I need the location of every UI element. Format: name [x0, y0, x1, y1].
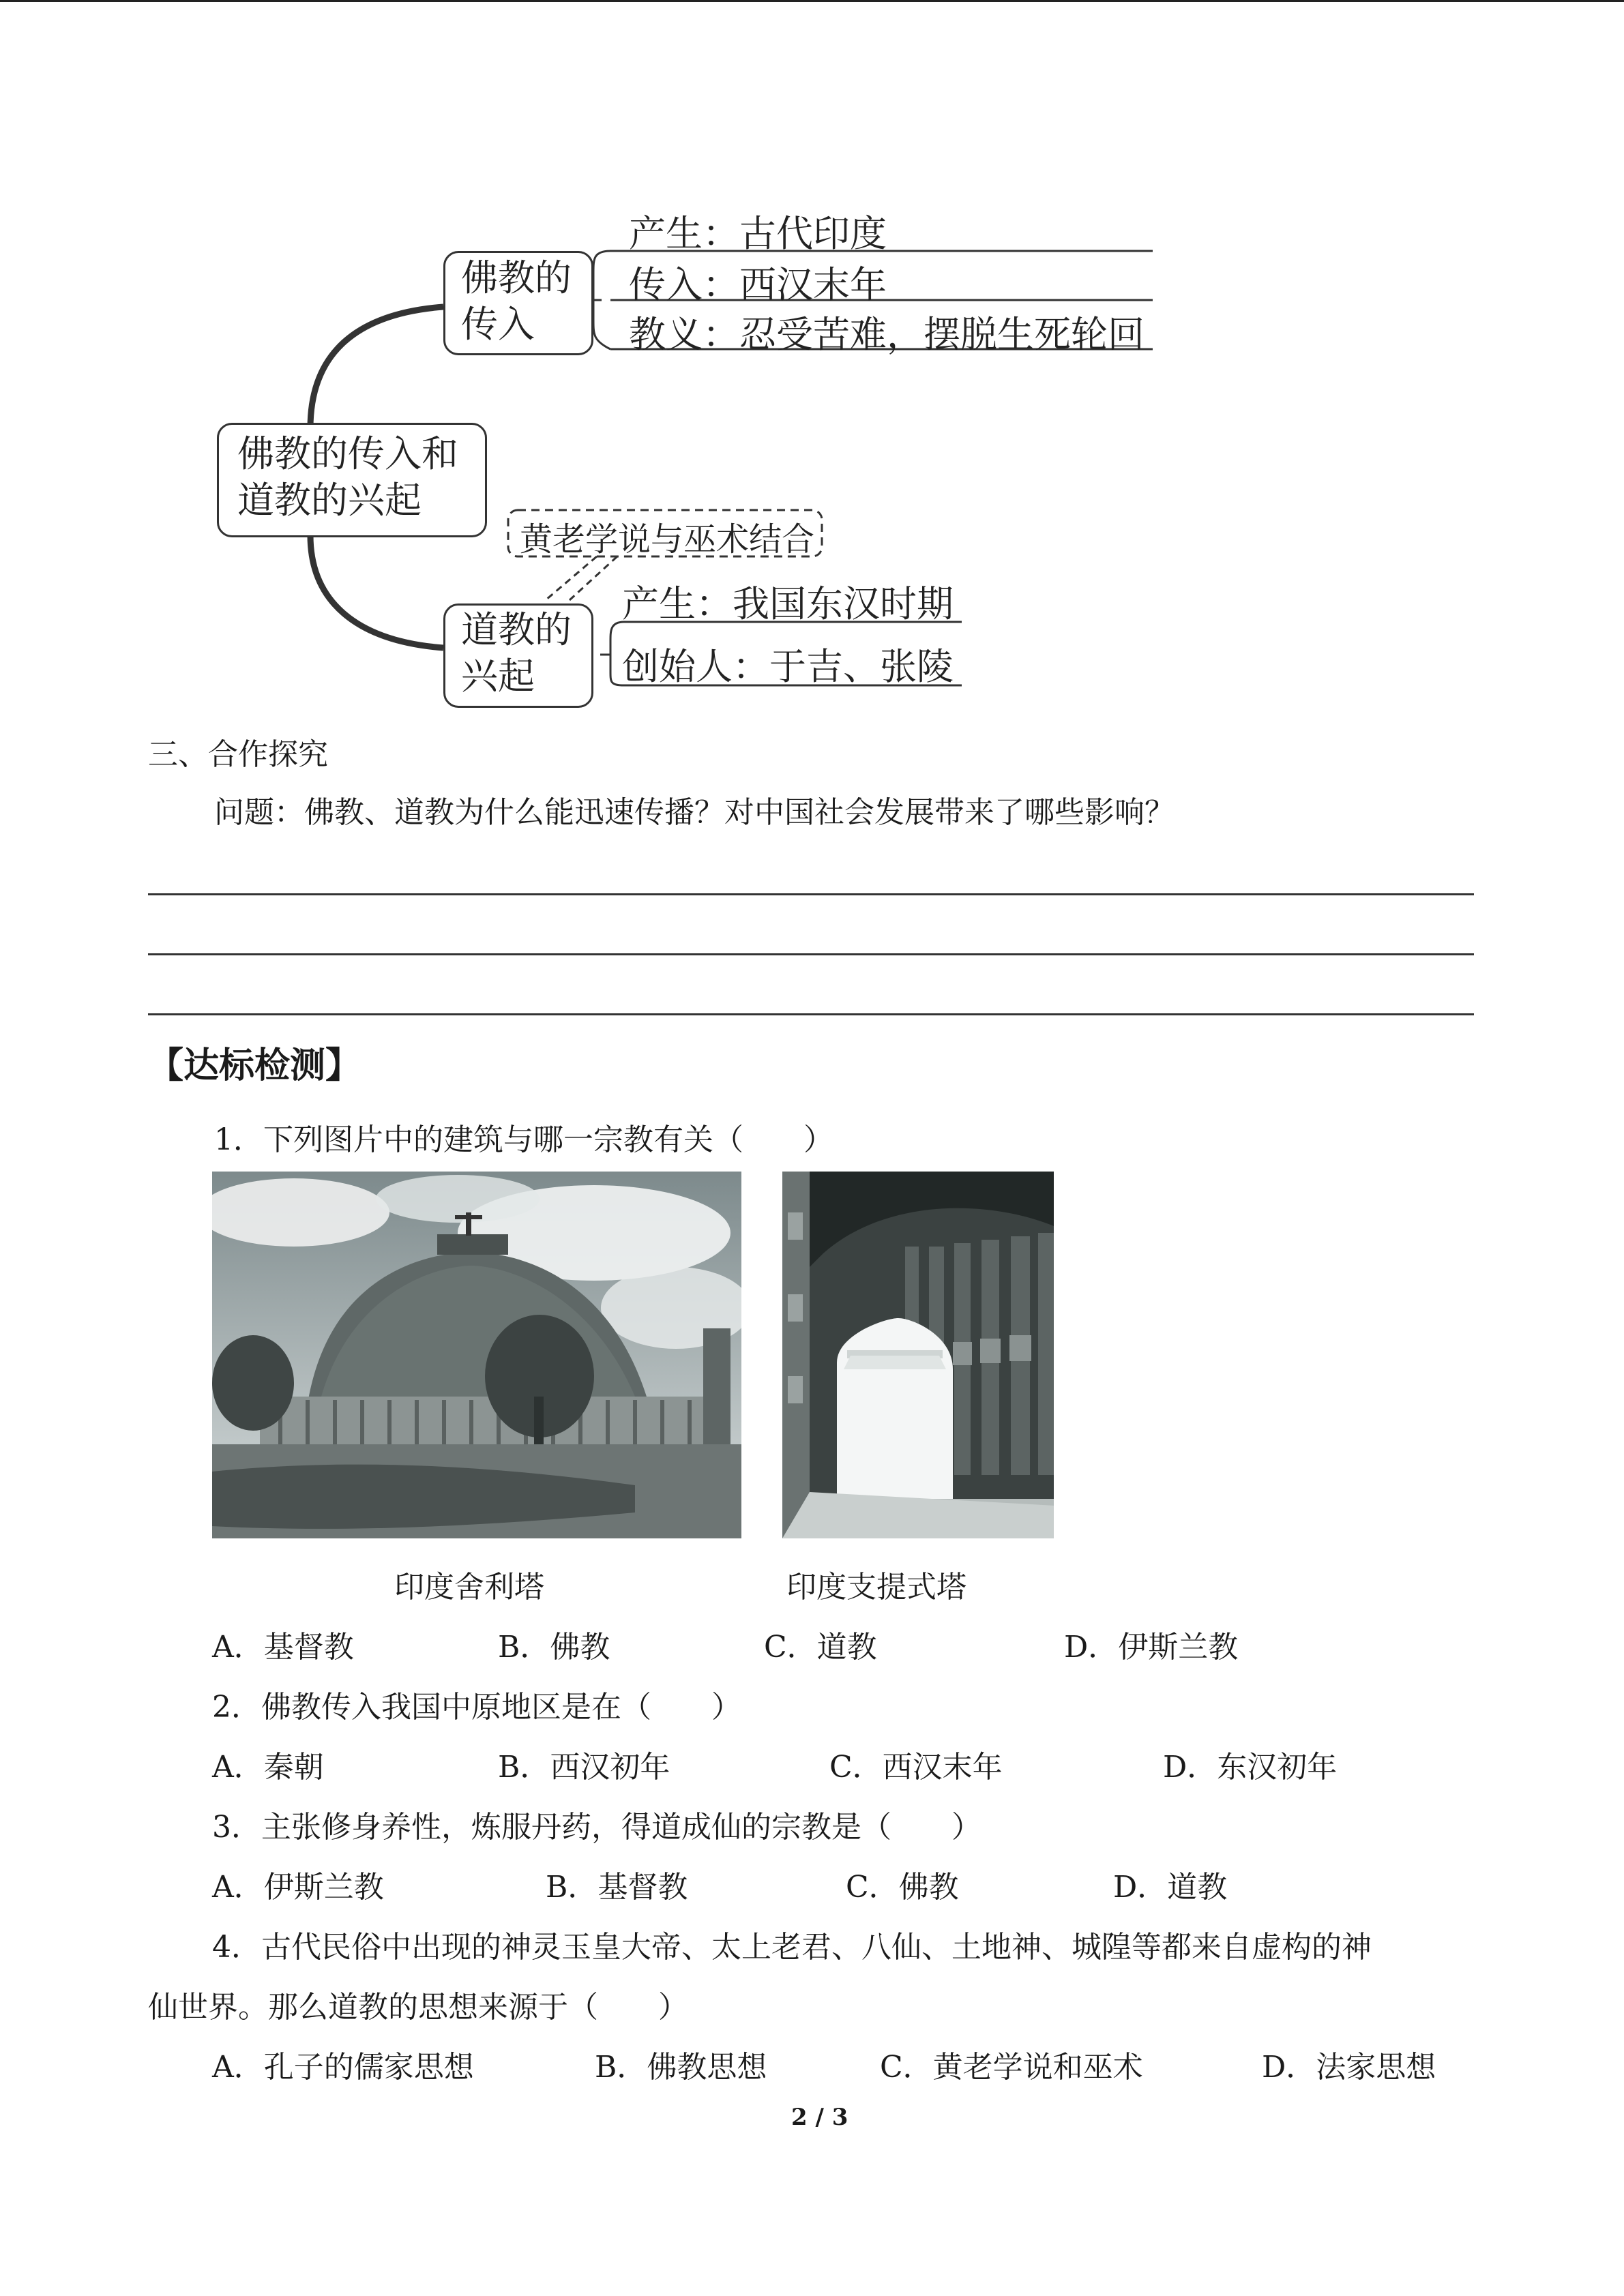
q3-option-a: A．伊斯兰教 [212, 1870, 384, 1905]
mindmap-root-text: 佛教的传入和 道教的兴起 [237, 432, 458, 522]
buddhism-item-arrival: 传入：西汉末年 [629, 263, 887, 306]
q4-stem-line1: 4．古代民俗中出现的神灵玉皇大帝、太上老君、八仙、土地神、城隍等都来自虚构的神 [212, 1930, 1372, 1965]
stupa-photo [212, 1172, 741, 1538]
q1-stem: 1．下列图片中的建筑与哪一宗教有关（ ） [214, 1122, 833, 1157]
mindmap-buddhism-text: 佛教的 传入 [461, 256, 572, 346]
q4-option-a: A．孔子的儒家思想 [212, 2050, 474, 2085]
q4-option-b: B．佛教思想 [595, 2050, 767, 2085]
q3-stem: 3．主张修身养性，炼服丹药，得道成仙的宗教是（ ） [212, 1810, 981, 1845]
answer-line-3 [148, 1013, 1474, 1015]
answer-line-2 [148, 953, 1474, 955]
q2-option-b: B．西汉初年 [498, 1750, 670, 1785]
buddhism-item-origin: 产生：古代印度 [629, 212, 887, 255]
q2-stem: 2．佛教传入我国中原地区是在（ ） [212, 1690, 741, 1725]
q1-option-c: C．道教 [764, 1630, 877, 1665]
mindmap-taoism-text: 道教的 兴起 [461, 608, 572, 698]
q3-option-b: B．基督教 [546, 1870, 688, 1905]
test-heading: 【达标检测】 [148, 1045, 361, 1086]
q1-option-d: D．伊斯兰教 [1064, 1630, 1239, 1665]
page-number: 2 / 3 [791, 2104, 848, 2131]
q1-caption-chaitya: 印度支提式塔 [786, 1570, 966, 1605]
taoism-item-founders: 创始人：于吉、张陵 [622, 645, 954, 688]
q1-option-b: B．佛教 [498, 1630, 610, 1665]
taoism-note: 黄老学说与巫术结合 [520, 520, 815, 558]
q3-option-c: C．佛教 [846, 1870, 959, 1905]
q1-option-a: A．基督教 [212, 1630, 354, 1665]
q2-option-d: D．东汉初年 [1163, 1750, 1338, 1785]
chaitya-photo [782, 1172, 1054, 1538]
q4-option-d: D．法家思想 [1262, 2050, 1436, 2085]
q4-stem-line2: 仙世界。那么道教的思想来源于（ ） [148, 1990, 688, 2025]
connector-root-buddhism [310, 307, 443, 428]
section3-heading: 三、合作探究 [148, 737, 328, 772]
q2-option-c: C．西汉末年 [829, 1750, 1003, 1785]
q2-option-a: A．秦朝 [212, 1750, 324, 1785]
connector-root-taoism [310, 535, 443, 648]
q4-option-c: C．黄老学说和巫术 [880, 2050, 1143, 2085]
buddhism-item-doctrine: 教义：忍受苦难，摆脱生死轮回 [629, 313, 1145, 356]
q1-caption-stupa: 印度舍利塔 [394, 1570, 544, 1605]
q3-option-d: D．道教 [1113, 1870, 1228, 1905]
answer-line-1 [148, 893, 1474, 895]
section3-question: 问题：佛教、道教为什么能迅速传播？对中国社会发展带来了哪些影响？ [214, 795, 1175, 830]
taoism-item-origin: 产生：我国东汉时期 [622, 582, 954, 625]
